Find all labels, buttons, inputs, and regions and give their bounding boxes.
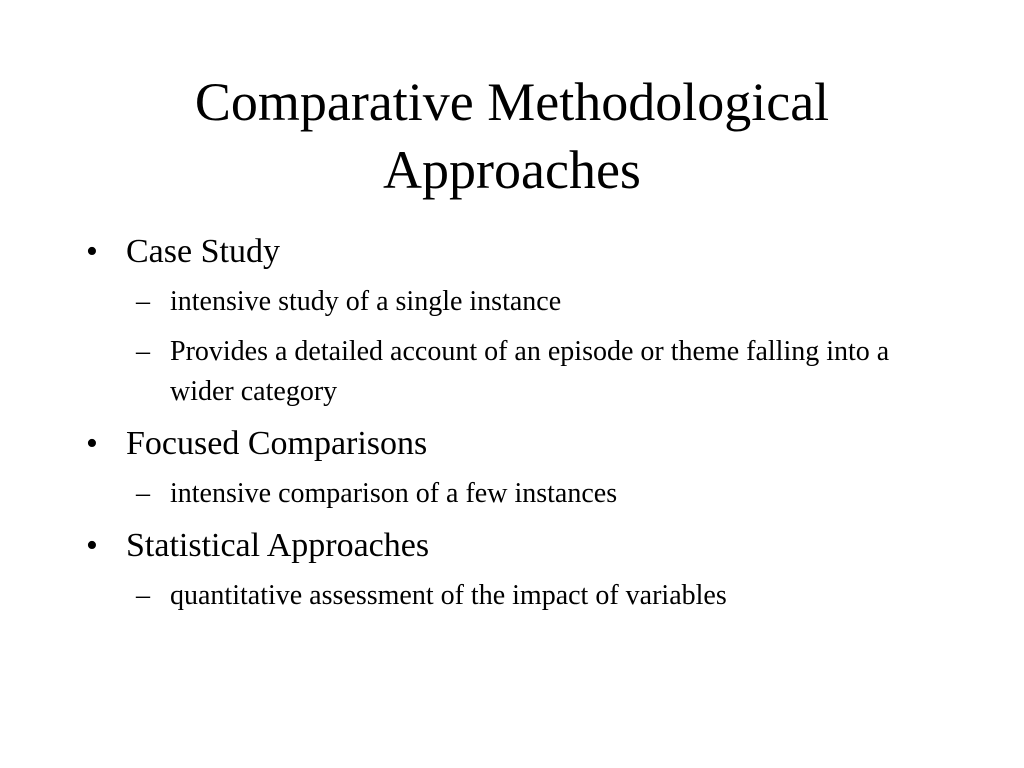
- sub-list-focused-comparisons: [84, 474, 944, 514]
- sub-marker: –: [136, 580, 150, 611]
- sub-marker: –: [136, 286, 150, 317]
- slide-title: [0, 68, 1024, 204]
- sub-item-text: Provides a detailed account of an episode or theme falling into a wider category: [170, 336, 890, 407]
- sub-item: [84, 282, 944, 322]
- sub-item: [84, 576, 944, 616]
- bullet-heading: Focused Comparisons: [126, 425, 428, 462]
- bullet-focused-comparisons: [84, 422, 944, 466]
- bullet-marker: •: [86, 233, 98, 270]
- sub-item-text: quantitative assessment of the impact of variables: [170, 580, 727, 611]
- bullet-heading: Statistical Approaches: [126, 527, 430, 564]
- sub-marker: –: [136, 478, 150, 509]
- bullet-heading: Case Study: [126, 233, 280, 270]
- bullet-case-study: [84, 230, 944, 274]
- bullet-list: [84, 230, 944, 626]
- bullet-marker: •: [86, 527, 98, 564]
- sub-list-case-study: [84, 282, 944, 412]
- title-line-2: Approaches: [383, 140, 641, 200]
- sub-item-text: intensive comparison of a few instances: [170, 478, 618, 509]
- sub-marker: –: [136, 336, 150, 367]
- sub-list-statistical-approaches: [84, 576, 944, 616]
- sub-item: [84, 474, 944, 514]
- title-line-1: Comparative Methodological: [194, 72, 830, 132]
- sub-item-text: intensive study of a single instance: [170, 286, 562, 317]
- bullet-statistical-approaches: [84, 524, 944, 568]
- sub-item: [84, 332, 944, 412]
- bullet-marker: •: [86, 425, 98, 462]
